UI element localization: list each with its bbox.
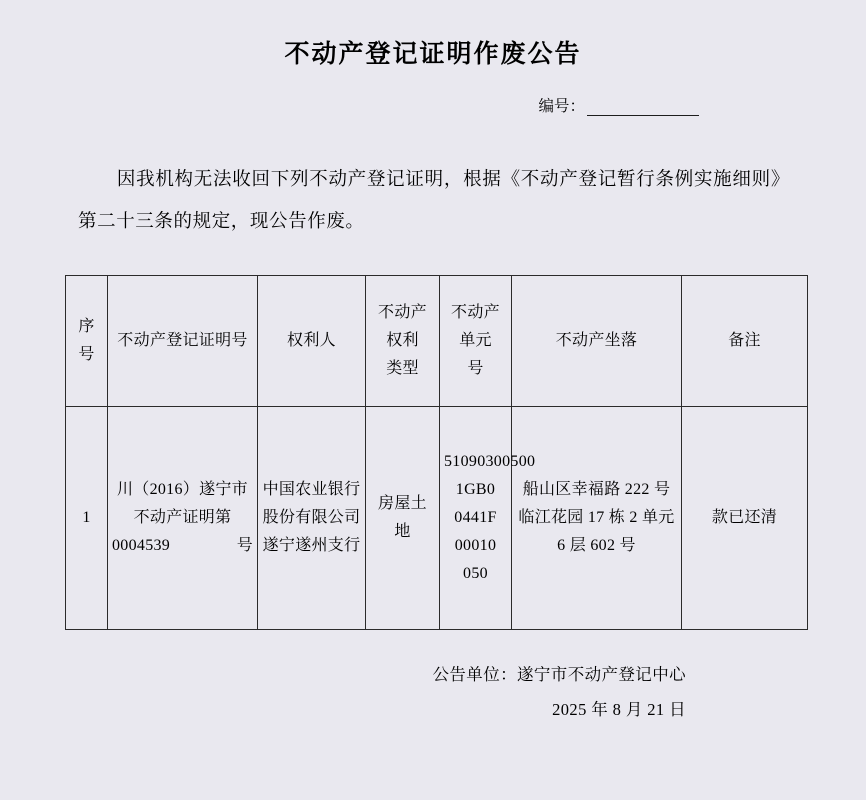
cell-unit-no: 51090300500 1GB0 0441F 00010 050 <box>440 407 512 630</box>
column-header-owner: 权利人 <box>258 276 366 407</box>
invalidation-table <box>65 275 808 630</box>
column-header-cert-no: 不动产登记证明号 <box>108 276 258 407</box>
column-header-location: 不动产坐落 <box>512 276 682 407</box>
document-number-label: 编号： <box>538 98 585 115</box>
column-header-rights-type: 不动产 权利 类型 <box>366 276 440 407</box>
cell-rights-type: 房屋土地 <box>366 407 440 630</box>
page-title: 不动产登记证明作废公告 <box>284 40 582 68</box>
table-header-row <box>66 276 808 407</box>
cell-cert-no: 川（2016）遂宁市不动产证明第0004539 号 <box>108 407 258 630</box>
cell-remark: 款已还清 <box>682 407 808 630</box>
footer-issuer: 公告单位：遂宁市不动产登记中心 <box>432 665 686 685</box>
document-footer <box>62 658 804 727</box>
column-header-seq: 序 号 <box>66 276 108 407</box>
cell-owner: 中国农业银行股份有限公司遂宁遂州支行 <box>258 407 366 630</box>
document-number-row <box>62 94 804 116</box>
document-number-input[interactable] <box>587 101 699 116</box>
body-paragraph: 因我机构无法收回下列不动产登记证明，根据《不动产登记暂行条例实施细则》第二十三条的规定，现公告作废。 <box>78 170 790 232</box>
column-header-unit-no: 不动产 单元 号 <box>440 276 512 407</box>
document-page <box>0 34 866 800</box>
footer-date: 2025 年 8 月 21 日 <box>552 699 686 719</box>
column-header-remark: 备注 <box>682 276 808 407</box>
cell-seq: 1 <box>66 407 108 630</box>
cell-location: 船山区幸福路 222 号临江花园 17 栋 2 单元 6 层 602 号 <box>512 407 682 630</box>
table-row <box>66 407 808 630</box>
